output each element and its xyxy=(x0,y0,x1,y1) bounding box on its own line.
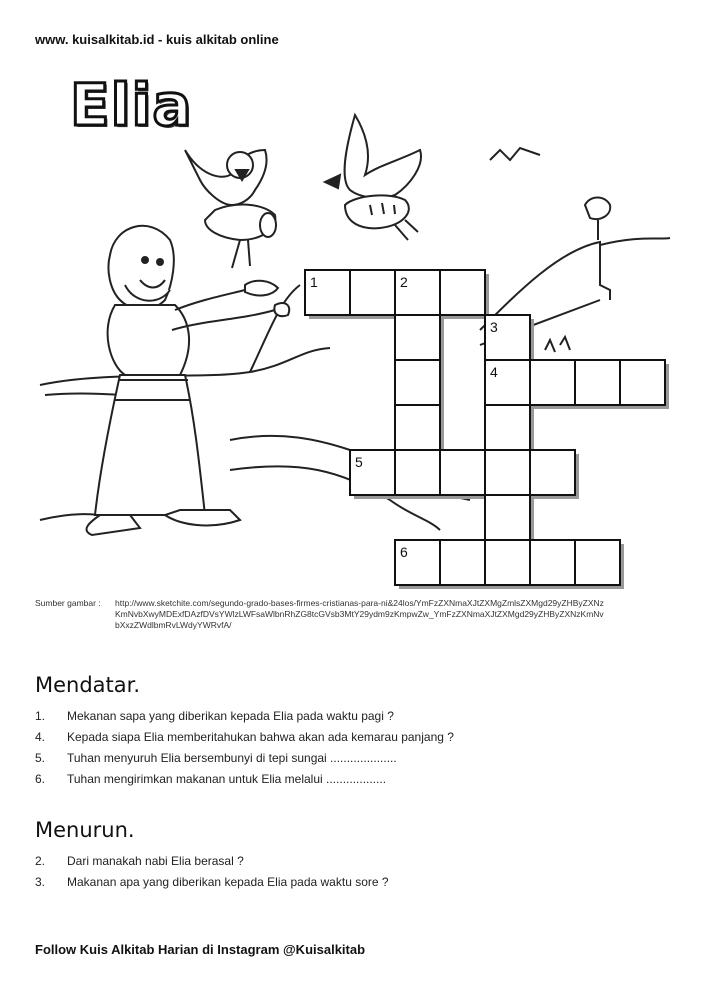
crossword-cell[interactable] xyxy=(485,450,530,495)
raven-left-drawing xyxy=(185,150,276,268)
crossword-cell[interactable] xyxy=(530,450,575,495)
page-title: Elia xyxy=(70,71,193,139)
clue-item xyxy=(35,726,454,747)
site-header: www. kuisalkitab.id - kuis alkitab online xyxy=(35,32,279,47)
crossword-number: 3 xyxy=(490,319,498,335)
crossword-cell[interactable] xyxy=(440,540,485,585)
image-source xyxy=(35,598,605,631)
crossword-cell[interactable] xyxy=(530,540,575,585)
clue-item xyxy=(35,850,389,871)
source-label: Sumber gambar : xyxy=(35,598,101,608)
clue-item xyxy=(35,871,389,892)
crossword-cell[interactable] xyxy=(575,360,620,405)
crossword-number: 2 xyxy=(400,274,408,290)
crossword-cell[interactable] xyxy=(440,450,485,495)
crossword-cell[interactable] xyxy=(485,405,530,450)
clue-item xyxy=(35,747,454,768)
crossword-cell[interactable] xyxy=(485,495,530,540)
crossword-number: 1 xyxy=(310,274,318,290)
crossword-number: 6 xyxy=(400,544,408,560)
clue-number: 3. xyxy=(35,874,46,889)
menurun-clue-list xyxy=(35,850,389,892)
clue-text: Tuhan mengirimkan makanan untuk Elia melalui .................. xyxy=(67,771,387,786)
crossword-cell[interactable] xyxy=(350,270,395,315)
clue-text: Tuhan menyuruh Elia bersembunyi di tepi sungai .................... xyxy=(67,750,397,765)
clue-number: 6. xyxy=(35,771,46,786)
clue-text: Mekanan sapa yang diberikan kepada Elia pada waktu pagi ? xyxy=(67,708,394,723)
clue-number: 5. xyxy=(35,750,46,765)
crossword-cell[interactable] xyxy=(575,540,620,585)
crossword-cell[interactable] xyxy=(620,360,665,405)
crossword-cell[interactable] xyxy=(440,270,485,315)
crossword-cell[interactable] xyxy=(485,540,530,585)
crossword-cell[interactable] xyxy=(395,450,440,495)
elijah-drawing xyxy=(87,226,290,535)
crossword-number: 5 xyxy=(355,454,363,470)
clue-item xyxy=(35,705,454,726)
source-url[interactable]: http://www.sketchite.com/segundo-grado-bases-firmes-cristianas-para-ni&24los/YmFzZXNmaXJtZXMgZmlsZXMgd29yZHByZXNzKmNvbXwyMDExfDAzfDVsYWlzLWFsaWlbnRhZG8tcGVsb3MtY29ydm9zKmpwZw_YmFzZXNmaXJtZXMgd29yZHByZXNzKmNvbXxzZWdlbmRvLWdyYWRvfA/ xyxy=(115,598,604,630)
clue-number: 2. xyxy=(35,853,46,868)
crossword-cell[interactable] xyxy=(395,405,440,450)
raven-right-drawing xyxy=(325,115,421,240)
crossword-cell[interactable] xyxy=(530,360,575,405)
clue-item xyxy=(35,768,454,789)
clue-number: 1. xyxy=(35,708,46,723)
crossword-grid xyxy=(305,270,669,589)
footer-instagram: Follow Kuis Alkitab Harian di Instagram @Kuisalkitab xyxy=(35,942,366,957)
crossword-cell[interactable] xyxy=(395,360,440,405)
mendatar-heading: Mendatar. xyxy=(35,673,141,697)
crossword-number: 4 xyxy=(490,364,498,380)
clue-number: 4. xyxy=(35,729,46,744)
menurun-heading: Menurun. xyxy=(35,818,135,842)
mendatar-clue-list xyxy=(35,705,454,789)
crossword-cell[interactable] xyxy=(395,315,440,360)
clue-text: Makanan apa yang diberikan kepada Elia pada waktu sore ? xyxy=(67,874,389,889)
clue-text: Kepada siapa Elia memberitahukan bahwa akan ada kemarau panjang ? xyxy=(67,729,454,744)
clue-text: Dari manakah nabi Elia berasal ? xyxy=(67,853,244,868)
